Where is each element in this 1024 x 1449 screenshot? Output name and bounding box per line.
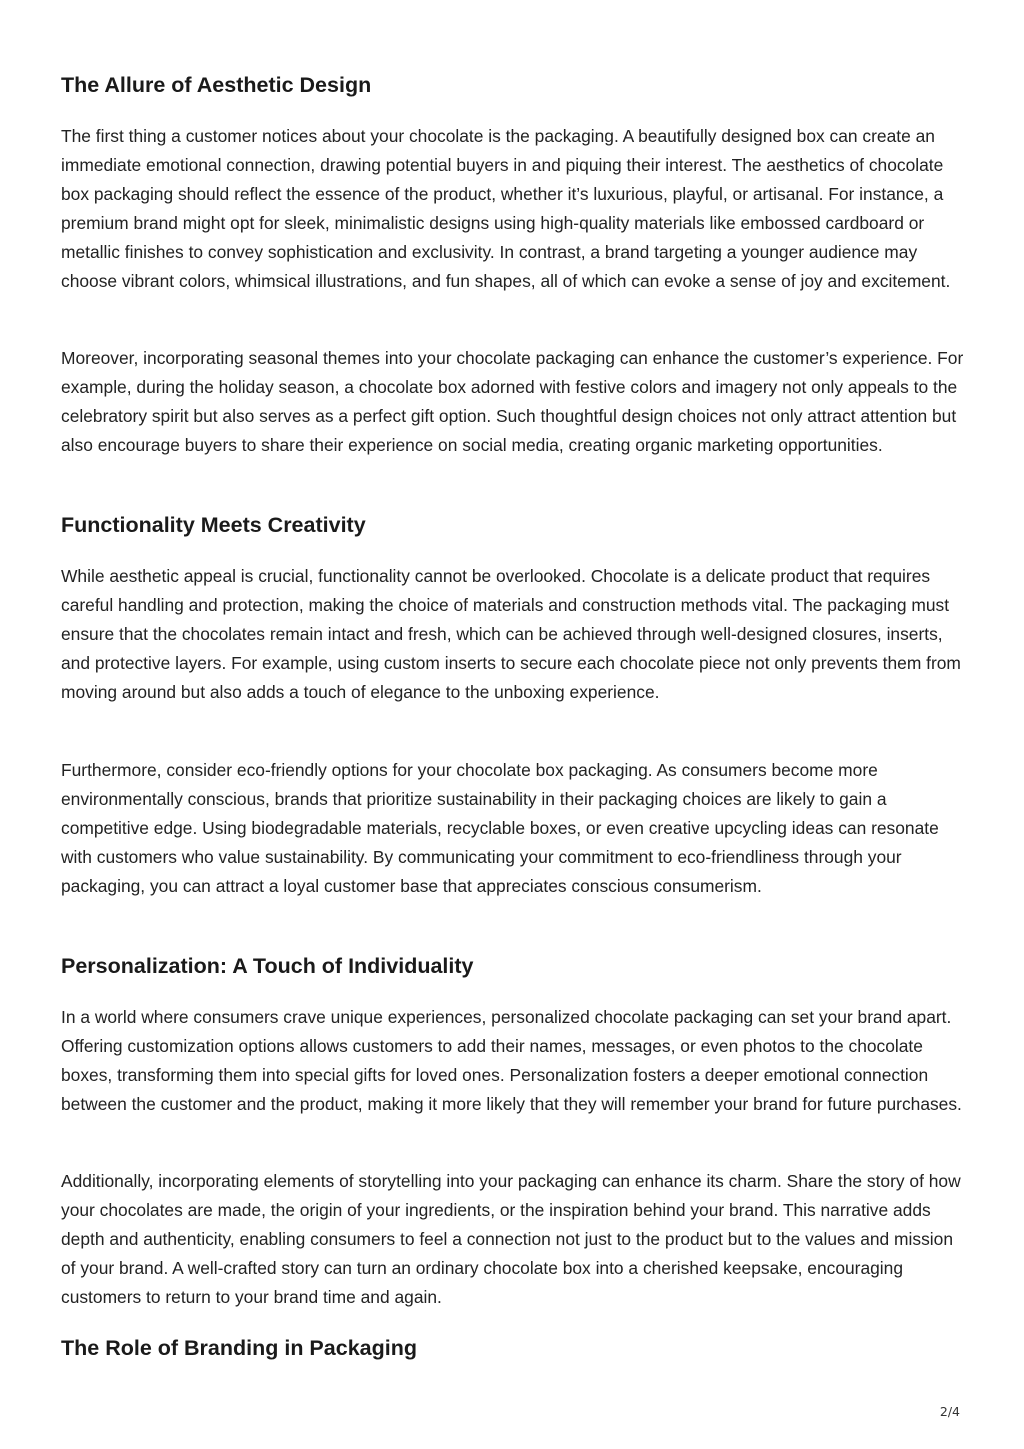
paragraph-functionality-1: While aesthetic appeal is crucial, functionality cannot be overlooked. Chocolate is a delicate product that requires careful handling and protection, making the choice of materials and construction methods vital. The packaging must ensure that the chocolates remain intact and fresh, which can be achieved through well-designed closures, inserts, and protective layers. For example, using custom inserts to secure each chocolate piece not only prevents them from moving around but also adds a touch of elegance to the unboxing experience. [61,566,961,703]
paragraph-functionality-2: Furthermore, consider eco-friendly options for your chocolate box packaging. As consumers become more environmentally conscious, brands that prioritize sustainability in their packaging choices are likely to gain a competitive edge. Using biodegradable materials, recyclable boxes, or even creative upcycling ideas can resonate with customers who value sustainability. By communicating your commitment to eco-friendliness through your packaging, you can attract a loyal customer base that appreciates conscious consumerism. [61,760,939,897]
section-heading-aesthetic-design: The Allure of Aesthetic Design [61,73,372,97]
section-heading-personalization: Personalization: A Touch of Individuality [61,954,474,978]
section-heading-functionality: Functionality Meets Creativity [61,513,366,537]
paragraph-personalization-2: Additionally, incorporating elements of storytelling into your packaging can enhance its charm. Share the story of how your chocolates are made, the origin of your ingredients, or the inspiration behind your brand. This narrative adds depth and authenticity, enabling consumers to feel a connection not just to the product but to the values and mission of your brand. A well-crafted story can turn an ordinary chocolate box into a cherished keepsake, encouraging customers to return to your brand time and again. [61,1171,961,1308]
page-number: 2/4 [939,1404,960,1419]
paragraph-personalization-1: In a world where consumers crave unique experiences, personalized chocolate packaging can set your brand apart. Offering customization options allows customers to add their names, messages, or even photos to the chocolate boxes, transforming them into special gifts for loved ones. Personalization fosters a deeper emotional connection between the customer and the product, making it more likely that they will remember your brand for future purchases. [61,1007,962,1115]
section-heading-branding: The Role of Branding in Packaging [61,1336,417,1360]
paragraph-aesthetic-2: Moreover, incorporating seasonal themes into your chocolate packaging can enhance the customer’s experience. For example, during the holiday season, a chocolate box adorned with festive colors and imagery not only appeals to the celebratory spirit but also serves as a perfect gift option. Such thoughtful design choices not only attract attention but also encourage buyers to share their experience on social media, creating organic marketing opportunities. [61,348,964,456]
paragraph-aesthetic-1: The first thing a customer notices about your chocolate is the packaging. A beautifully designed box can create an immediate emotional connection, drawing potential buyers in and piquing their interest. The aesthetics of chocolate box packaging should reflect the essence of the product, whether it’s luxurious, playful, or artisanal. For instance, a premium brand might opt for sleek, minimalistic designs using high-quality materials like embossed cardboard or metallic finishes to convey sophistication and exclusivity. In contrast, a brand targeting a younger audience may choose vibrant colors, whimsical illustrations, and fun shapes, all of which can evoke a sense of joy and excitement. [61,126,951,292]
